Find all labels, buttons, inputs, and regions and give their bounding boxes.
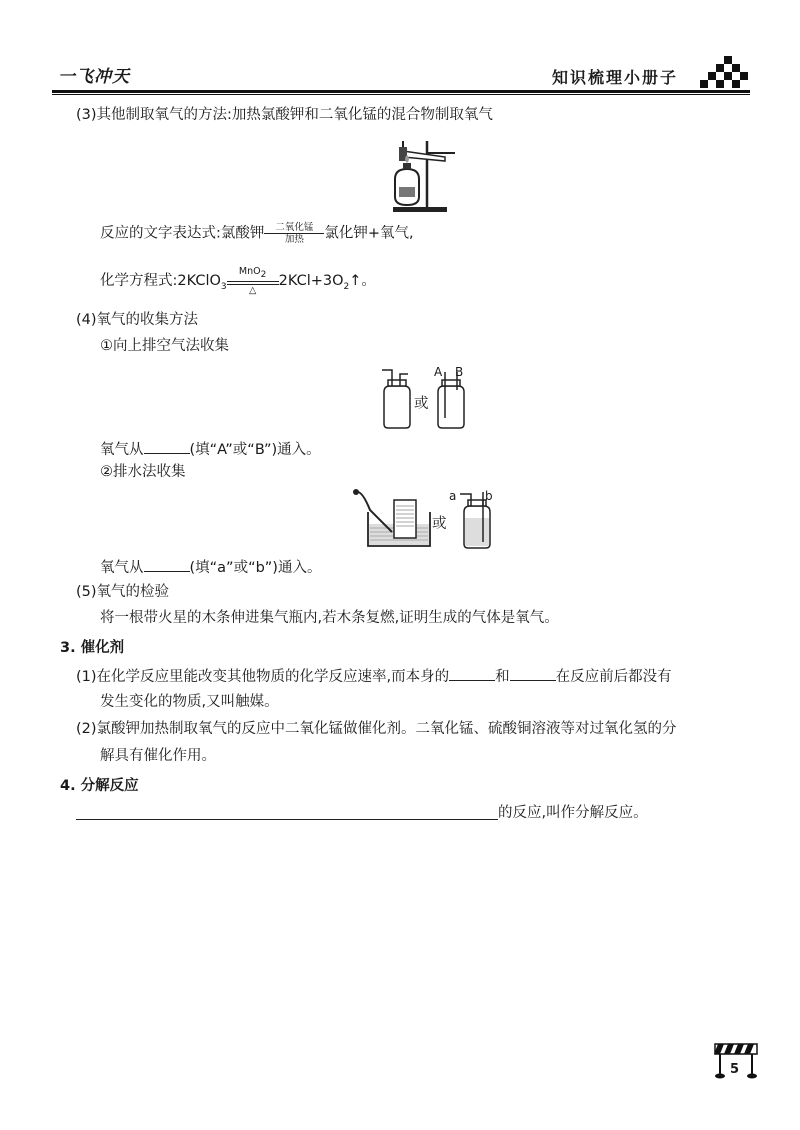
decomposition-answer-blank[interactable] xyxy=(76,819,498,820)
section-4-title: 4. 分解反应 xyxy=(60,778,139,794)
method-2-or: 或 xyxy=(432,516,447,532)
subsection-4-title: (4)氧气的收集方法 xyxy=(76,312,199,328)
chem-eq-catalyst: MnO$_2$ xyxy=(238,266,267,280)
catalyst-example-line2: 解具有催化作用。 xyxy=(100,748,216,764)
chemical-equation xyxy=(100,266,376,297)
catalyst-definition-line1 xyxy=(76,665,672,687)
catalyst-def-pre: (1)在化学反应里能改变其他物质的化学反应速率,而本身的 xyxy=(76,669,450,685)
tube-label-b: b xyxy=(485,489,493,503)
brand-logo-text: 一飞冲天 xyxy=(58,67,130,87)
section-3-title: 3. 催化剂 xyxy=(60,640,125,656)
method-1-question-post: (填“A”或“B”)通入。 xyxy=(189,442,321,458)
method-1-title: ①向上排空气法收集 xyxy=(100,338,229,354)
word-eq-products: 氯化钾+氧气, xyxy=(324,225,414,242)
water-displacement-collection-figure xyxy=(352,488,502,550)
catalyst-def-post: 在反应前后都没有 xyxy=(555,669,672,685)
word-equation xyxy=(100,222,414,245)
chem-eq-heat-symbol: △ xyxy=(248,284,257,296)
catalyst-blank-1[interactable] xyxy=(449,665,495,681)
tube-label-A: A xyxy=(434,365,443,379)
method-1-question-pre: 氧气从 xyxy=(100,442,144,458)
method-2-title: ②排水法收集 xyxy=(100,464,186,480)
tube-label-B: B xyxy=(455,365,464,379)
word-eq-arrow xyxy=(264,222,324,245)
decomposition-definition-tail: 的反应,叫作分解反应。 xyxy=(498,805,648,821)
method-1-question xyxy=(100,438,321,460)
method-1-or: 或 xyxy=(414,396,429,412)
catalyst-example-line1: (2)氯酸钾加热制取氧气的反应中二氧化锰做催化剂。二氧化锰、硫酸铜溶液等对过氧化氢的分 xyxy=(76,721,677,737)
checkered-flag-icon xyxy=(696,52,750,92)
page-number: 5 xyxy=(730,1062,740,1077)
word-eq-reactant: 反应的文字表达式:氯酸钾 xyxy=(100,225,265,242)
method-2-question-post: (填“a”或“b”)通入。 xyxy=(189,560,322,576)
chem-eq-reactant-sub: 3 xyxy=(220,281,227,292)
tube-label-a: a xyxy=(449,489,457,503)
catalyst-def-and: 和 xyxy=(495,669,510,685)
chem-eq-products: 2KCl+3O xyxy=(278,272,344,289)
chem-eq-arrow xyxy=(227,266,279,296)
subsection-3-title: (3)其他制取氧气的方法:加热氯酸钾和二氧化锰的混合物制取氧气 xyxy=(76,107,493,123)
booklet-title: 知识梳理小册子 xyxy=(552,68,679,87)
word-eq-condition: 加热 xyxy=(284,234,304,245)
subsection-5-title: (5)氧气的检验 xyxy=(76,584,170,600)
method-2-question xyxy=(100,556,321,578)
method-2-answer-blank[interactable] xyxy=(144,556,190,572)
oxygen-test-text: 将一根带火星的木条伸进集气瓶内,若木条复燃,证明生成的气体是氧气。 xyxy=(100,610,559,626)
catalyst-definition-line2: 发生变化的物质,又叫触媒。 xyxy=(100,694,279,710)
chem-eq-reactant: 化学方程式:2KClO xyxy=(100,272,221,289)
chem-eq-product-sub: 2 xyxy=(343,281,350,292)
word-eq-catalyst: 二氧化锰 xyxy=(275,222,314,233)
header-rule xyxy=(52,90,750,93)
heating-apparatus-figure xyxy=(385,135,465,215)
header-rule-thin xyxy=(52,94,750,95)
method-2-question-pre: 氧气从 xyxy=(100,560,144,576)
catalyst-blank-2[interactable] xyxy=(510,665,556,681)
method-1-answer-blank[interactable] xyxy=(144,438,190,454)
chem-eq-gas-arrow: ↑。 xyxy=(349,272,376,289)
